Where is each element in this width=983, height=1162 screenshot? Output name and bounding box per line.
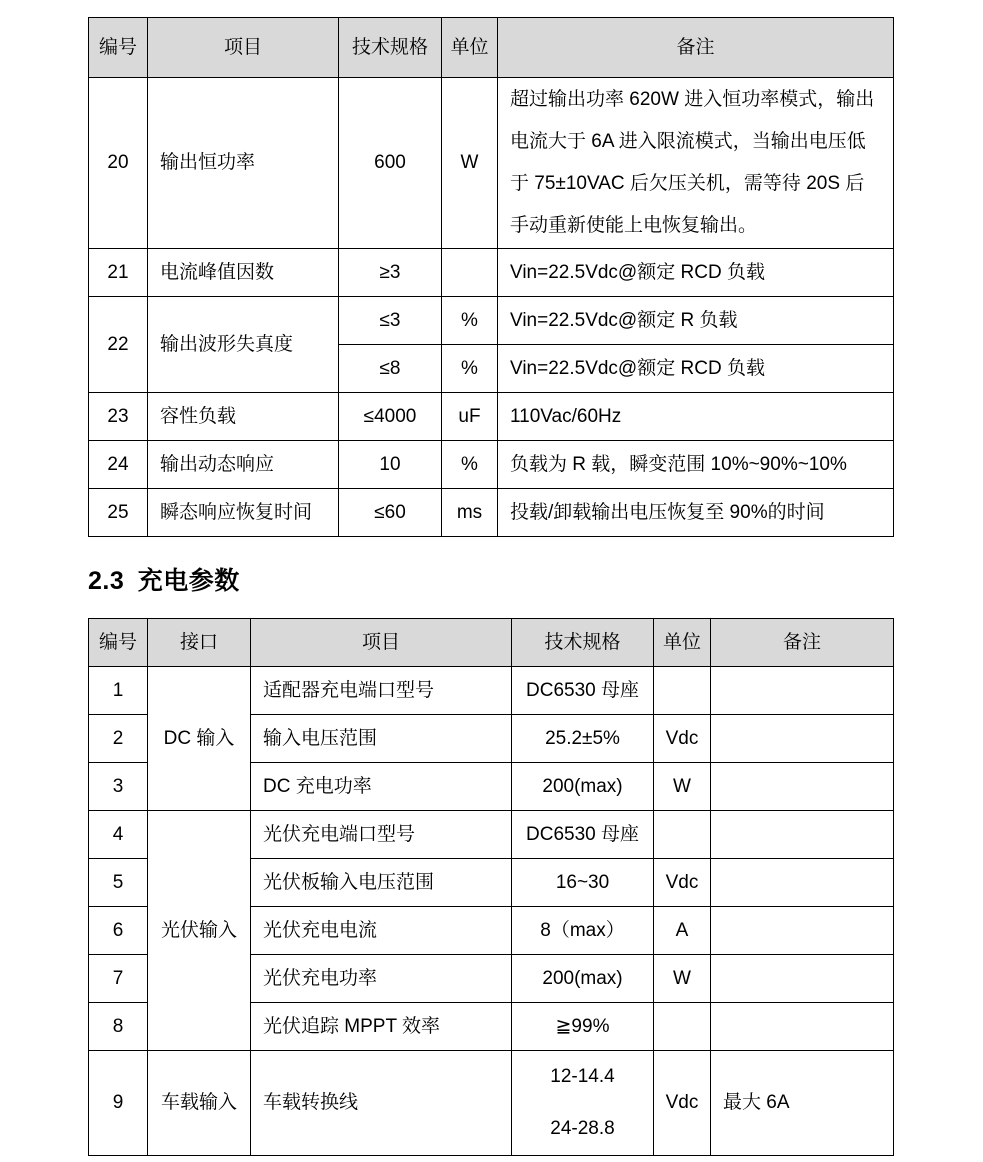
cell-spec: 16~30 — [512, 859, 654, 907]
cell-spec: ≥3 — [339, 249, 442, 297]
table-row — [89, 78, 894, 249]
column-header-item: 项目 — [148, 18, 339, 78]
cell-number: 22 — [89, 297, 148, 393]
cell-number: 25 — [89, 489, 148, 537]
column-header-spec: 技术规格 — [339, 18, 442, 78]
spec-line-2: 24-28.8 — [550, 1118, 615, 1139]
cell-item: 输入电压范围 — [251, 715, 512, 763]
column-header-interface: 接口 — [148, 619, 251, 667]
cell-spec: 10 — [339, 441, 442, 489]
cell-number: 5 — [89, 859, 148, 907]
cell-note: 超过输出功率 620W 进入恒功率模式，输出电流大于 6A 进入限流模式，当输出电压低于 75±10VAC 后欠压关机，需等待 20S 后手动重新使能上电恢复输出。 — [498, 78, 894, 249]
cell-note — [711, 907, 894, 955]
cell-spec: 600 — [339, 78, 442, 249]
cell-interface-dc: DC 输入 — [148, 667, 251, 811]
cell-note: Vin=22.5Vdc@额定 RCD 负载 — [498, 249, 894, 297]
cell-note — [711, 715, 894, 763]
cell-number: 21 — [89, 249, 148, 297]
column-header-note: 备注 — [711, 619, 894, 667]
cell-number: 20 — [89, 78, 148, 249]
cell-number: 23 — [89, 393, 148, 441]
cell-note: 投载/卸载输出电压恢复至 90%的时间 — [498, 489, 894, 537]
cell-item: 容性负载 — [148, 393, 339, 441]
cell-number: 6 — [89, 907, 148, 955]
cell-number: 3 — [89, 763, 148, 811]
cell-spec: ≤8 — [339, 345, 442, 393]
table-row — [89, 249, 894, 297]
cell-number: 24 — [89, 441, 148, 489]
cell-note — [711, 667, 894, 715]
cell-note: Vin=22.5Vdc@额定 RCD 负载 — [498, 345, 894, 393]
cell-item: 光伏板输入电压范围 — [251, 859, 512, 907]
section-heading: 2.3 充电参数 — [88, 567, 240, 595]
cell-number: 8 — [89, 1003, 148, 1051]
cell-unit: % — [442, 441, 498, 489]
cell-unit: uF — [442, 393, 498, 441]
cell-unit: A — [654, 907, 711, 955]
cell-note — [711, 1003, 894, 1051]
table-row — [89, 441, 894, 489]
cell-spec: ≤3 — [339, 297, 442, 345]
cell-unit: % — [442, 345, 498, 393]
cell-note — [711, 955, 894, 1003]
cell-unit — [442, 249, 498, 297]
column-header-unit: 单位 — [654, 619, 711, 667]
cell-number: 1 — [89, 667, 148, 715]
table-row — [89, 489, 894, 537]
cell-item: 车载转换线 — [251, 1051, 512, 1156]
column-header-note: 备注 — [498, 18, 894, 78]
cell-item: 电流峰值因数 — [148, 249, 339, 297]
cell-unit: Vdc — [654, 859, 711, 907]
cell-unit: W — [442, 78, 498, 249]
cell-spec: ≧99% — [512, 1003, 654, 1051]
column-header-item: 项目 — [251, 619, 512, 667]
cell-unit — [654, 667, 711, 715]
table-row — [89, 297, 894, 345]
cell-note — [711, 811, 894, 859]
cell-spec: 200(max) — [512, 955, 654, 1003]
cell-spec: DC6530 母座 — [512, 667, 654, 715]
cell-item: 光伏追踪 MPPT 效率 — [251, 1003, 512, 1051]
cell-spec: ≤4000 — [339, 393, 442, 441]
cell-interface-pv: 光伏输入 — [148, 811, 251, 1051]
column-header-number: 编号 — [89, 619, 148, 667]
cell-item: 适配器充电端口型号 — [251, 667, 512, 715]
cell-spec: 8（max） — [512, 907, 654, 955]
cell-number: 2 — [89, 715, 148, 763]
cell-note: 负载为 R 载，瞬变范围 10%~90%~10% — [498, 441, 894, 489]
cell-unit: Vdc — [654, 1051, 711, 1156]
table-header-row — [89, 619, 894, 667]
cell-spec — [512, 1051, 654, 1156]
spec-line-1: 12-14.4 — [550, 1066, 615, 1087]
cell-unit — [654, 811, 711, 859]
table-row — [89, 393, 894, 441]
cell-unit: ms — [442, 489, 498, 537]
cell-item: 输出波形失真度 — [148, 297, 339, 393]
cell-number: 9 — [89, 1051, 148, 1156]
column-header-unit: 单位 — [442, 18, 498, 78]
cell-spec: 25.2±5% — [512, 715, 654, 763]
charging-parameters-table — [88, 618, 894, 1156]
cell-item: 输出动态响应 — [148, 441, 339, 489]
cell-interface-car: 车载输入 — [148, 1051, 251, 1156]
cell-unit — [654, 1003, 711, 1051]
cell-item: 光伏充电电流 — [251, 907, 512, 955]
cell-spec: 200(max) — [512, 763, 654, 811]
column-header-number: 编号 — [89, 18, 148, 78]
cell-note — [711, 859, 894, 907]
cell-note — [711, 763, 894, 811]
cell-spec: ≤60 — [339, 489, 442, 537]
table-row — [89, 1051, 894, 1156]
table-row — [89, 667, 894, 715]
cell-item: DC 充电功率 — [251, 763, 512, 811]
cell-unit: % — [442, 297, 498, 345]
cell-note: 110Vac/60Hz — [498, 393, 894, 441]
cell-note: 最大 6A — [711, 1051, 894, 1156]
output-parameters-table — [88, 17, 894, 537]
table-row — [89, 811, 894, 859]
cell-number: 4 — [89, 811, 148, 859]
cell-item: 光伏充电端口型号 — [251, 811, 512, 859]
cell-unit: Vdc — [654, 715, 711, 763]
cell-spec: DC6530 母座 — [512, 811, 654, 859]
cell-number: 7 — [89, 955, 148, 1003]
table-header-row — [89, 18, 894, 78]
cell-note: Vin=22.5Vdc@额定 R 负载 — [498, 297, 894, 345]
cell-item: 输出恒功率 — [148, 78, 339, 249]
cell-unit: W — [654, 763, 711, 811]
column-header-spec: 技术规格 — [512, 619, 654, 667]
cell-item: 瞬态响应恢复时间 — [148, 489, 339, 537]
cell-item: 光伏充电功率 — [251, 955, 512, 1003]
cell-unit: W — [654, 955, 711, 1003]
